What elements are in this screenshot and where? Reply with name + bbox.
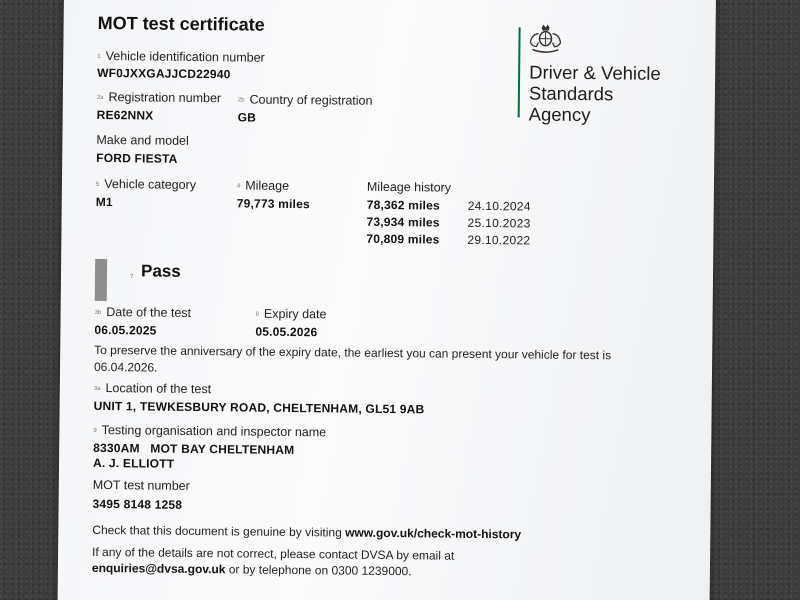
testing-org-label bbox=[93, 423, 326, 439]
mileage-history-date: 29.10.2022 bbox=[467, 232, 531, 248]
testing-org-line1: 8330AM MOT BAY CHELTENHAM bbox=[93, 440, 295, 458]
registration-field-number: 2a bbox=[96, 94, 104, 102]
result-field-number: 7 bbox=[129, 274, 134, 281]
location-value: UNIT 1, TEWKESBURY ROAD, CHELTENHAM, GL51 9AB bbox=[93, 398, 425, 417]
registration-value: RE62NNX bbox=[96, 107, 154, 123]
agency-name-line2: Standards bbox=[528, 82, 614, 105]
make-model-label: Make and model bbox=[96, 132, 189, 148]
test-date-label bbox=[95, 305, 192, 320]
mileage-field-number: 4 bbox=[236, 183, 241, 190]
result-marker-bar bbox=[95, 259, 107, 301]
location-label-text: Location of the test bbox=[105, 381, 212, 397]
testing-org-field-number: 9 bbox=[93, 427, 97, 434]
royal-coat-of-arms-icon bbox=[526, 23, 564, 53]
category-label-text: Vehicle category bbox=[104, 177, 197, 192]
mileage-history-miles: 70,809 miles bbox=[366, 231, 440, 247]
mileage-history-miles: 73,934 miles bbox=[366, 214, 440, 230]
agency-name bbox=[529, 61, 661, 125]
agency-name-line1: Driver & Vehicle bbox=[529, 61, 661, 84]
vin-value: WF0JXXGAJJCD22940 bbox=[97, 65, 231, 82]
location-label bbox=[94, 381, 211, 396]
registration-label-text: Registration number bbox=[108, 90, 222, 106]
category-label bbox=[96, 177, 196, 192]
expiry-date-label bbox=[256, 307, 327, 322]
vin-label bbox=[97, 49, 265, 65]
mileage-value: 79,773 miles bbox=[236, 196, 310, 212]
result-pass: Pass bbox=[140, 261, 181, 281]
certificate-title: MOT test certificate bbox=[97, 12, 265, 35]
mileage-label bbox=[237, 178, 289, 193]
country-label bbox=[238, 92, 373, 107]
country-value: GB bbox=[237, 110, 257, 125]
category-field-number: 5 bbox=[95, 181, 100, 188]
check-mot-history-link[interactable]: www.gov.uk/check-mot-history bbox=[345, 525, 522, 542]
test-number-value: 3495 8148 1258 bbox=[92, 496, 183, 512]
contact-line1: If any of the details are not correct, please contact DVSA by email at bbox=[92, 544, 455, 563]
agency-accent-rule bbox=[518, 27, 521, 117]
test-date-value: 06.05.2025 bbox=[94, 322, 157, 338]
anniversary-note-line2: 06.04.2026. bbox=[93, 359, 158, 375]
mot-certificate-paper bbox=[57, 0, 716, 600]
mileage-history-miles: 78,362 miles bbox=[366, 197, 440, 213]
mileage-history-label: Mileage history bbox=[366, 179, 452, 195]
expiry-label-text: Expiry date bbox=[263, 306, 327, 322]
mileage-label-text: Mileage bbox=[245, 178, 290, 193]
testing-org-label-text: Testing organisation and inspector name bbox=[101, 423, 327, 440]
contact-line2: enquiries@dvsa.gov.uk or by telephone on 0300 1239000. bbox=[91, 560, 412, 579]
mileage-history-date: 25.10.2023 bbox=[467, 215, 531, 231]
country-field-number: 2b bbox=[237, 97, 245, 104]
genuine-check-text: Check that this document is genuine by visiting www.gov.uk/check-mot-history bbox=[92, 522, 522, 542]
location-field-number: 3a bbox=[93, 385, 101, 392]
country-label-text: Country of registration bbox=[249, 92, 373, 108]
registration-label bbox=[97, 90, 221, 105]
make-model-value: FORD FIESTA bbox=[96, 150, 178, 166]
mileage-history-date: 24.10.2024 bbox=[467, 198, 531, 214]
dvsa-email-link[interactable]: enquiries@dvsa.gov.uk bbox=[91, 560, 226, 577]
vin-field-number: 1 bbox=[97, 53, 101, 60]
inspector-name: A. J. ELLIOTT bbox=[92, 455, 175, 471]
test-date-field-number: 3b bbox=[94, 309, 102, 316]
vin-label-text: Vehicle identification number bbox=[105, 49, 265, 65]
test-number-label: MOT test number bbox=[92, 477, 190, 493]
agency-name-line3: Agency bbox=[528, 103, 591, 126]
test-date-label-text: Date of the test bbox=[106, 305, 192, 320]
expiry-field-number: 8 bbox=[255, 311, 259, 318]
expiry-date-value: 05.05.2026 bbox=[255, 324, 318, 340]
category-value: M1 bbox=[95, 194, 113, 210]
anniversary-note-line1: To preserve the anniversary of the expiry date, the earliest you can present your vehicle for test is bbox=[94, 342, 612, 363]
